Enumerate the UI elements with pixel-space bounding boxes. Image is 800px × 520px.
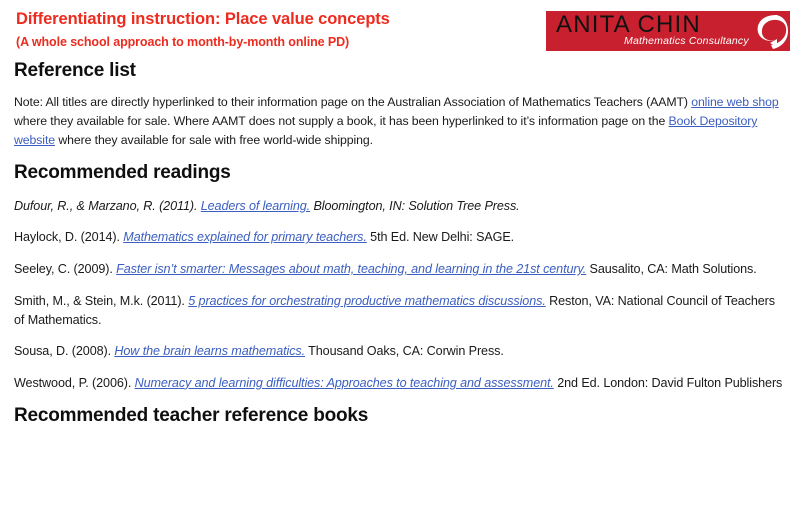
note-text-part-2: where they available for sale. Where AAMT does not supply a book, it has been hyperlinked to it’s information page on the [14, 114, 669, 128]
heading-recommended-teacher-reference-books: Recommended teacher reference books [14, 404, 369, 426]
logo-company-name: ANITA CHIN [556, 11, 701, 38]
reference-publisher: Bloomington, IN: Solution Tree Press. [310, 198, 520, 213]
reference-title-link[interactable]: Mathematics explained for primary teachers. [123, 230, 367, 245]
page-subtitle: (A whole school approach to month-by-month online PD) [16, 35, 350, 49]
reference-publisher: 2nd Ed. London: David Fulton Publishers [553, 375, 783, 390]
heading-reference-list: Reference list [14, 60, 136, 81]
page-title: Differentiating instruction: Place value concepts [16, 10, 390, 28]
swirl-mark-icon [746, 12, 788, 50]
note-text-part-1: Note: All titles are directly hyperlinked to their information page on the Australian Association of Mathematics Teachers (AAMT) [14, 95, 692, 109]
reference-entry [14, 197, 788, 216]
document-header [14, 6, 788, 60]
reference-entry [14, 228, 788, 247]
reference-author: Smith, M., & Stein, M.k. (2011). [14, 293, 189, 308]
title-block [16, 10, 536, 50]
reference-title-link[interactable]: Leaders of learning. [200, 198, 311, 213]
reference-title-link[interactable]: Faster isn’t smarter: Messages about math, teaching, and learning in the 21st century. [116, 262, 587, 277]
reference-publisher: Thousand Oaks, CA: Corwin Press. [305, 344, 504, 359]
reference-entry [14, 260, 788, 279]
link-book-depository-website[interactable]: Book Depository website [14, 114, 758, 147]
reference-title-link[interactable]: How the brain learns mathematics. [114, 344, 305, 359]
reference-entry [14, 292, 788, 330]
reference-author: Haylock, D. (2014). [14, 230, 124, 245]
note-paragraph [14, 93, 788, 150]
heading-recommended-readings: Recommended readings [14, 162, 231, 184]
reference-entry [14, 342, 788, 361]
reference-author: Seeley, C. (2009). [14, 262, 117, 277]
reference-entry [14, 374, 788, 393]
reference-title-link[interactable]: Numeracy and learning difficulties: Approaches to teaching and assessment. [134, 375, 554, 390]
reference-author: Dufour, R., & Marzano, R. (2011). [14, 198, 201, 213]
reference-title-link[interactable]: 5 practices for orchestrating productive mathematics discussions. [188, 293, 546, 308]
reference-publisher: Sausalito, CA: Math Solutions. [586, 262, 757, 277]
logo-tagline: Mathematics Consultancy [624, 35, 749, 47]
reference-publisher: 5th Ed. New Delhi: SAGE. [366, 230, 515, 245]
link-online-web-shop[interactable]: online web shop [691, 95, 779, 109]
reference-author: Westwood, P. (2006). [14, 375, 135, 390]
note-text-part-3: where they available for sale with free world-wide shipping. [55, 133, 373, 147]
company-logo [546, 11, 790, 51]
reference-publisher: Reston, VA: National Council of Teachers of Mathematics. [14, 293, 775, 327]
reference-author: Sousa, D. (2008). [14, 344, 115, 359]
reference-entry-list [14, 197, 788, 393]
